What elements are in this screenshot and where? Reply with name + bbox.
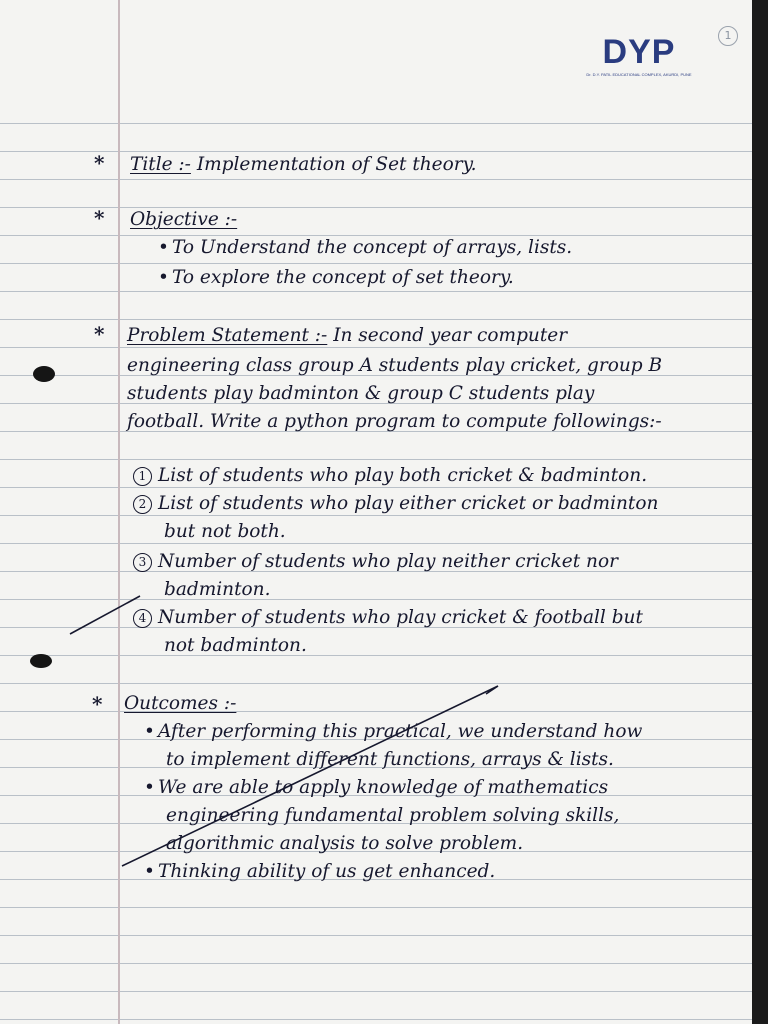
- pen-stroke: [70, 596, 140, 634]
- problem-item-text: Number of students who play cricket & football but: [158, 607, 643, 628]
- problem-item-continuation: but not both.: [164, 521, 286, 542]
- item-number: 1: [133, 467, 152, 486]
- bullet-icon: •: [158, 237, 169, 258]
- problem-item-continuation: not badminton.: [164, 635, 307, 656]
- page-edge-shadow: [752, 0, 768, 1024]
- outcome-continuation: engineering fundamental problem solving skills,: [166, 805, 620, 826]
- problem-label: Problem Statement :-: [127, 325, 328, 346]
- problem-item-text: List of students who play both cricket & badminton.: [158, 465, 648, 486]
- objective-item-text: To explore the concept of set theory.: [172, 267, 514, 288]
- problem-item-text: List of students who play either cricket or badminton: [158, 493, 659, 514]
- ink-blot: [30, 654, 52, 668]
- asterisk-icon: *: [94, 206, 105, 230]
- item-number: 4: [133, 609, 152, 628]
- problem-item-text: Number of students who play neither cricket nor: [158, 551, 618, 572]
- problem-item-continuation: badminton.: [164, 579, 271, 600]
- objective-item-text: To Understand the concept of arrays, lists.: [172, 237, 573, 258]
- bullet-icon: •: [144, 777, 155, 798]
- asterisk-icon: *: [92, 692, 103, 716]
- item-number: 2: [133, 495, 152, 514]
- pen-stroke: [122, 686, 498, 866]
- ink-blot: [33, 366, 55, 382]
- outcome-item-text: After performing this practical, we understand how: [158, 721, 643, 742]
- problem-line: students play badminton & group C students play: [127, 383, 595, 404]
- title-label: Title :-: [130, 154, 191, 175]
- problem-line: engineering class group A students play cricket, group B: [127, 355, 663, 376]
- bullet-icon: •: [144, 721, 155, 742]
- item-number: 3: [133, 553, 152, 572]
- objective-label: Objective :-: [130, 209, 238, 230]
- problem-text: In second year computer: [333, 325, 568, 346]
- logo-mark: DYP: [602, 33, 676, 71]
- outcome-item-text: We are able to apply knowledge of mathematics: [158, 777, 609, 798]
- asterisk-icon: *: [94, 151, 105, 175]
- bullet-icon: •: [144, 861, 155, 882]
- outcome-continuation: to implement different functions, arrays & lists.: [166, 749, 614, 770]
- outcome-continuation: algorithmic analysis to solve problem.: [166, 833, 524, 854]
- page-number: 1: [718, 26, 738, 46]
- bullet-icon: •: [158, 267, 169, 288]
- asterisk-icon: *: [94, 322, 105, 346]
- outcome-item-text: Thinking ability of us get enhanced.: [158, 861, 496, 882]
- problem-line: football. Write a python program to compute followings:-: [127, 411, 662, 432]
- outcomes-label: Outcomes :-: [124, 693, 237, 714]
- title-text: Implementation of Set theory.: [196, 154, 477, 175]
- logo-subtitle: Dr. D.Y. PATIL EDUCATIONAL COMPLEX, AKURDI, PUNE: [586, 72, 692, 77]
